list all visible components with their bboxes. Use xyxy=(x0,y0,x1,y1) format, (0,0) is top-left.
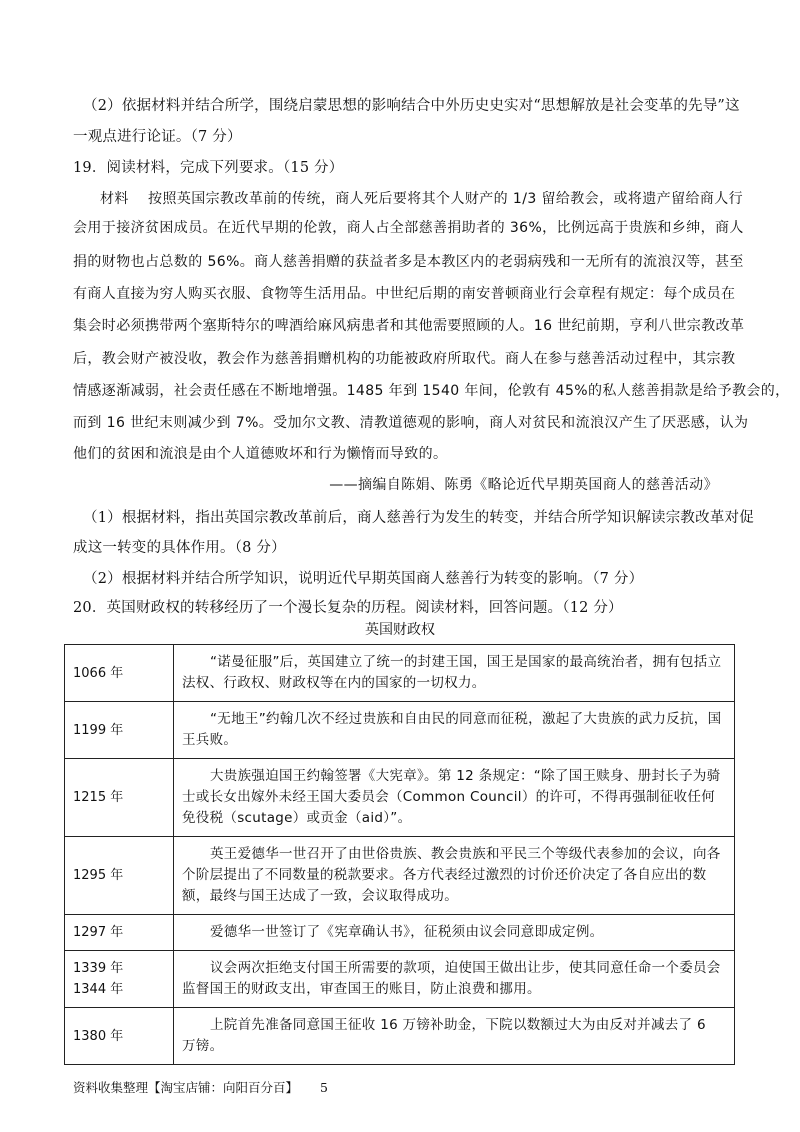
q19-part2: （2）根据材料并结合所学知识，说明近代早期英国商人慈善行为转变的影响。（7 分） xyxy=(83,571,644,587)
q19-material-line: 他们的贫困和流浪是由个人道德败坏和行为懒惰而导致的。 xyxy=(73,446,448,462)
year-cell: 1199 年 xyxy=(65,702,174,759)
description-cell: 上院首先准备同意国王征收 16 万镑补助金，下院以数额过大为由反对并减去了 6 万镑。 xyxy=(174,1008,735,1065)
q19-part1-line1: （1）根据材料，指出英国宗教改革前后，商人慈善行为发生的转变，并结合所学知识解读宗教改革对促 xyxy=(83,510,754,526)
description-cell: 英王爱德华一世召开了由世俗贵族、教会贵族和平民三个等级代表参加的会议，向各个阶层提出了不同数量的税款要求。各方代表经过激烈的讨价还价决定了各自应出的数额，最终与国王达成了一致，会议取得成功。 xyxy=(174,837,735,915)
table-row xyxy=(65,645,735,702)
q18-part2-line1: （2）依据材料并结合所学，围绕启蒙思想的影响结合中外历史史实对“思想解放是社会变革的先导”这 xyxy=(83,98,740,114)
table-row xyxy=(65,702,735,759)
q19-material-line: 材料 按照英国宗教改革前的传统，商人死后要将其个人财产的 1/3 留给教会，或将遗产留给商人行 xyxy=(100,191,744,207)
q19-material-line: 集会时必须携带两个塞斯特尔的啤酒给麻风病患者和其他需要照顾的人。16 世纪前期，亨利八世宗教改革 xyxy=(73,318,745,334)
year-cell xyxy=(65,951,174,1008)
q19-material-line: 后，教会财产被没收，教会作为慈善捐赠机构的功能被政府所取代。商人在参与慈善活动过程中，其宗教 xyxy=(73,351,736,367)
year-end: 1344 年 xyxy=(73,982,124,997)
finance-table xyxy=(64,644,735,1065)
q20-heading: 20．英国财政权的转移经历了一个漫长复杂的历程。阅读材料，回答问题。（12 分） xyxy=(73,600,623,616)
q18-part2-line2: 一观点进行论证。（7 分） xyxy=(73,129,242,145)
year-cell: 1066 年 xyxy=(65,645,174,702)
table-row xyxy=(65,915,735,951)
q19-material-line: 而到 16 世纪末则减少到 7%。受加尔文教、清教道德观的影响，商人对贫民和流浪汉产生了厌恶感，认为 xyxy=(73,415,749,431)
q19-material-line: 有商人直接为穷人购买衣服、食物等生活用品。中世纪后期的南安普顿商业行会章程有规定：每个成员在 xyxy=(73,286,736,302)
q19-source: ——摘编自陈娟、陈勇《略论近代早期英国商人的慈善活动》 xyxy=(329,477,718,493)
table-row xyxy=(65,1008,735,1065)
page-footer xyxy=(73,1078,328,1096)
table-row xyxy=(65,951,735,1008)
year-cell: 1295 年 xyxy=(65,837,174,915)
q19-heading: 19．阅读材料，完成下列要求。（15 分） xyxy=(73,160,344,176)
page-number: 5 xyxy=(319,1080,328,1095)
year-cell: 1215 年 xyxy=(65,759,174,837)
q19-material-line: 会用于接济贫困成员。在近代早期的伦敦，商人占全部慈善捐助者的 36%，比例远高于贵族和乡绅，商人 xyxy=(73,220,744,236)
table-row xyxy=(65,759,735,837)
year-cell: 1297 年 xyxy=(65,915,174,951)
description-cell: “无地王”约翰几次不经过贵族和自由民的同意而征税，激起了大贵族的武力反抗，国王兵败。 xyxy=(174,702,735,759)
table-title: 英国财政权 xyxy=(365,622,435,638)
description-cell: 大贵族强迫国王约翰签署《大宪章》。第 12 条规定：“除了国王赎身、册封长子为骑士或长女出嫁外未经王国大委员会（Common Council）的许可，不得再强制征收任何免役税（scutage）或贡金（aid）”。 xyxy=(174,759,735,837)
footer-text: 资料收集整理【淘宝店铺：向阳百分百】 xyxy=(73,1080,299,1095)
year-cell: 1380 年 xyxy=(65,1008,174,1065)
q19-part1-line2: 成这一转变的具体作用。（8 分） xyxy=(73,540,286,556)
description-cell: “诺曼征服”后，英国建立了统一的封建王国，国王是国家的最高统治者，拥有包括立法权、行政权、财政权等在内的国家的一切权力。 xyxy=(174,645,735,702)
description-cell: 议会两次拒绝支付国王所需要的款项，迫使国王做出让步，使其同意任命一个委员会监督国王的财政支出，审查国王的账目，防止浪费和挪用。 xyxy=(174,951,735,1008)
q19-material-line: 捐的财物也占总数的 56%。商人慈善捐赠的获益者多是本教区内的老弱病残和一无所有的流浪汉等，甚至 xyxy=(73,254,744,270)
table-row xyxy=(65,837,735,915)
description-cell: 爱德华一世签订了《宪章确认书》，征税须由议会同意即成定例。 xyxy=(174,915,735,951)
year-start: 1339 年 xyxy=(73,961,124,976)
q19-material-line: 情感逐渐减弱，社会责任感在不断地增强。1485 年到 1540 年间，伦敦有 45%的私人慈善捐款是给予教会的， xyxy=(73,383,790,399)
